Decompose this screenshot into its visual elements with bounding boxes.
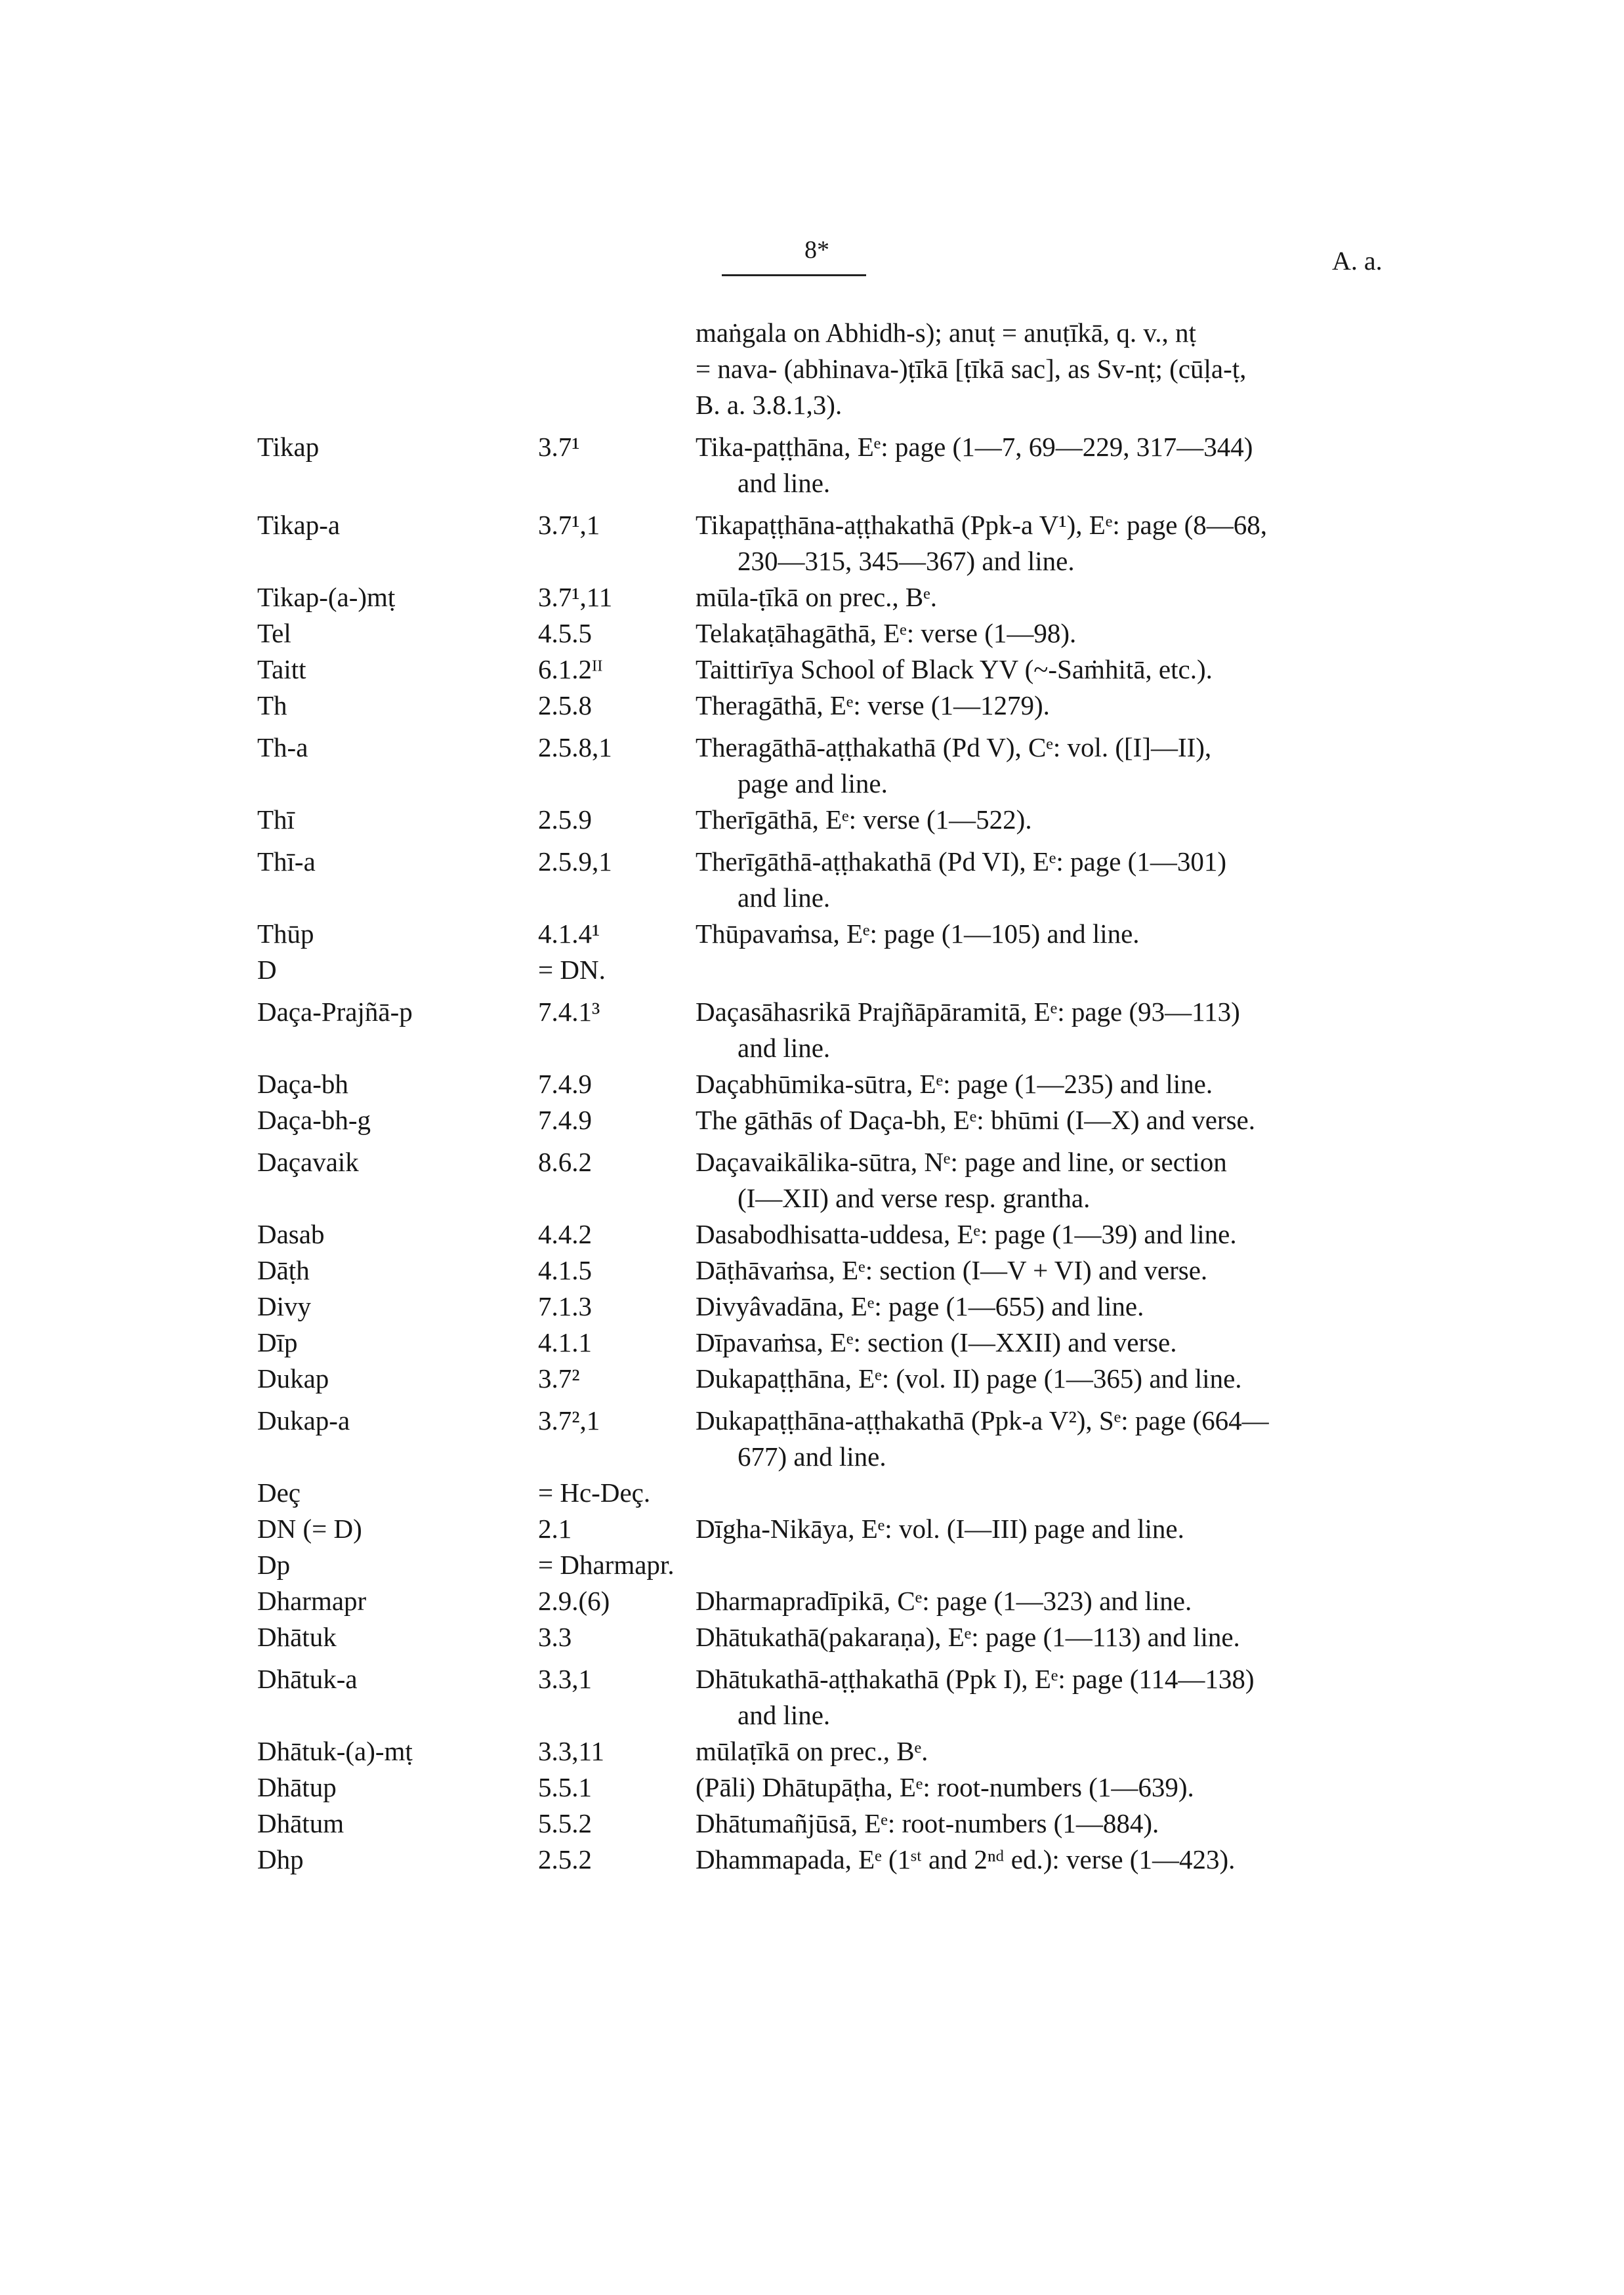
entry-description [696, 1216, 1412, 1252]
entry-number: 3.7²,1 [538, 1405, 600, 1436]
entry-abbreviation: Dhp [257, 1844, 304, 1874]
entry-number: 2.5.8 [538, 690, 592, 720]
entry-row [257, 952, 1412, 988]
entry-description-line: Dharmapradīpikā, Cᵉ: page (1—323) and line. [696, 1586, 1192, 1616]
entry-description-line: and line. [738, 882, 831, 913]
entry-number: 4.1.4¹ [538, 919, 600, 949]
entry-row [257, 507, 1412, 579]
entry-number: 2.5.9,1 [538, 846, 612, 877]
entry-number: 2.1 [538, 1514, 572, 1544]
entry-abbreviation: Taitt [257, 654, 306, 684]
entry-description [696, 844, 1412, 916]
entry-number: 3.7¹,11 [538, 582, 613, 612]
entry-description [696, 1252, 1412, 1289]
entry-abbreviation: Deç [257, 1478, 301, 1508]
abbreviation-list [257, 315, 1412, 1878]
entry-abbreviation: Dhātup [257, 1772, 337, 1802]
entry-abbreviation: Tikap-a [257, 510, 341, 540]
entry-description [696, 579, 1412, 615]
entry-description-line: Thūpavaṁsa, Eᵉ: page (1—105) and line. [696, 919, 1140, 949]
entry-description [696, 1289, 1412, 1325]
entry-row [257, 1733, 1412, 1769]
entry-abbreviation: Divy [257, 1291, 311, 1321]
entry-description-line: Dīpavaṁsa, Eᵉ: section (I—XXII) and verse. [696, 1327, 1177, 1357]
entry-abbreviation: Dāṭh [257, 1255, 310, 1285]
entry-description [696, 1733, 1412, 1769]
entry-description-line: Dasabodhisatta-uddesa, Eᵉ: page (1—39) and line. [696, 1219, 1237, 1249]
entry-number: 4.1.5 [538, 1255, 592, 1285]
entry-description-line: mūlaṭīkā on prec., Bᵉ. [696, 1736, 928, 1766]
entry-number: = DN. [538, 955, 606, 985]
entry-description [696, 1361, 1412, 1397]
entry-number: 3.3,1 [538, 1664, 592, 1694]
entry-description [696, 994, 1412, 1066]
entry-description-line: Dhātukathā-aṭṭhakathā (Ppk I), Eᵉ: page (114—138) [696, 1664, 1255, 1694]
entry-description-line: (Pāli) Dhātupāṭha, Eᵉ: root-numbers (1—639). [696, 1772, 1194, 1802]
entry-description-line: Dāṭhāvaṁsa, Eᵉ: section (I—V + VI) and verse. [696, 1255, 1208, 1285]
entry-abbreviation: D [257, 955, 277, 985]
entry-abbreviation: Th-a [257, 732, 308, 762]
entry-row [257, 730, 1412, 802]
entry-number: 2.5.9 [538, 804, 592, 835]
entry-row [257, 1102, 1412, 1138]
entry-row [257, 651, 1412, 688]
entry-description-line: Dukapaṭṭhāna-aṭṭhakathā (Ppk-a V²), Sᵉ: page (664— [696, 1405, 1269, 1436]
section-label: A. a. [1332, 246, 1383, 276]
entry-description [696, 730, 1412, 802]
entry-row [257, 1252, 1412, 1289]
entry-row [257, 1661, 1412, 1733]
entry-description [696, 1325, 1412, 1361]
entry-number: 6.1.2ᴵᴵ [538, 654, 603, 684]
entry-abbreviation: Dhātuk-(a)-mṭ [257, 1736, 413, 1766]
entry-description [696, 615, 1412, 651]
entry-description-line: Divyâvadāna, Eᵉ: page (1—655) and line. [696, 1291, 1144, 1321]
entry-abbreviation: Dhātuk-a [257, 1664, 358, 1694]
entry-abbreviation: Daça-bh [257, 1069, 348, 1099]
continuation-line: B. a. 3.8.1,3). [696, 390, 843, 420]
entry-number: 7.4.9 [538, 1069, 592, 1099]
entry-description-line: Tikapaṭṭhāna-aṭṭhakathā (Ppk-a V¹), Eᵉ: page (8—68, [696, 510, 1268, 540]
entry-row [257, 1403, 1412, 1475]
entry-abbreviation: Daçavaik [257, 1147, 359, 1177]
entry-abbreviation: DN (= D) [257, 1514, 362, 1544]
entry-row [257, 1289, 1412, 1325]
entry-abbreviation: Dukap-a [257, 1405, 350, 1436]
entry-description-line: and line. [738, 1700, 831, 1730]
entry-number: 3.7¹,1 [538, 510, 600, 540]
entry-description-line: (I—XII) and verse resp. grantha. [738, 1183, 1091, 1213]
entry-description-line: Dhātumañjūsā, Eᵉ: root-numbers (1—884). [696, 1808, 1159, 1838]
entry-description-line: page and line. [738, 768, 888, 798]
continuation-line: maṅgala on Abhidh-s); anuṭ = anuṭīkā, q. v., nṭ [696, 318, 1196, 348]
entry-description [696, 1619, 1412, 1655]
entry-abbreviation: Dukap [257, 1363, 329, 1394]
entry-description-line: Theragāthā, Eᵉ: verse (1—1279). [696, 690, 1050, 720]
entry-description-line: Theragāthā-aṭṭhakathā (Pd V), Cᵉ: vol. ([I]—II), [696, 732, 1212, 762]
entry-row [257, 1842, 1412, 1878]
entry-row [257, 1361, 1412, 1397]
entry-description-line: Dukapaṭṭhāna, Eᵉ: (vol. II) page (1—365) and line. [696, 1363, 1242, 1394]
page-number: 8* [804, 236, 829, 264]
entry-row [257, 802, 1412, 838]
entry-abbreviation: Dp [257, 1550, 291, 1580]
entry-description [696, 651, 1412, 688]
entry-description-line: Tika-paṭṭhāna, Eᵉ: page (1—7, 69—229, 317—344) [696, 432, 1253, 462]
entry-description-line: Therīgāthā-aṭṭhakathā (Pd VI), Eᵉ: page (1—301) [696, 846, 1226, 877]
entry-row [257, 615, 1412, 651]
entry-description [696, 1144, 1412, 1216]
entry-description [696, 1403, 1412, 1475]
entry-number: 7.4.9 [538, 1105, 592, 1135]
entry-abbreviation: Thī [257, 804, 295, 835]
entry-description-line: Taittirīya School of Black YV (~-Saṁhitā, etc.). [696, 654, 1213, 684]
entry-abbreviation: Tel [257, 618, 291, 648]
entry-description-line: Therīgāthā, Eᵉ: verse (1—522). [696, 804, 1032, 835]
entry-description [696, 1769, 1412, 1806]
entry-description [696, 802, 1412, 838]
entry-abbreviation: Daça-Prajñā-p [257, 997, 413, 1027]
entry-description-line: and line. [738, 1033, 831, 1063]
entry-row [257, 916, 1412, 952]
entry-row [257, 1066, 1412, 1102]
entry-number: 3.3,11 [538, 1736, 604, 1766]
entry-row [257, 429, 1412, 501]
entry-description [696, 429, 1412, 501]
entry-number: 2.9.(6) [538, 1586, 610, 1616]
entry-row [257, 1216, 1412, 1252]
entry-number: 4.4.2 [538, 1219, 592, 1249]
entry-number: 2.5.2 [538, 1844, 592, 1874]
continuation-text [696, 315, 1412, 423]
entry-number: 2.5.8,1 [538, 732, 612, 762]
entry-row [257, 1583, 1412, 1619]
entry-description-line: Daçavaikālika-sūtra, Nᵉ: page and line, or section [696, 1147, 1227, 1177]
entry-description-line: Dhātukathā(pakaraṇa), Eᵉ: page (1—113) and line. [696, 1622, 1240, 1652]
entry-number: 3.7¹ [538, 432, 580, 462]
entry-description-line: Daçabhūmika-sūtra, Eᵉ: page (1—235) and line. [696, 1069, 1213, 1099]
entry-row [257, 1325, 1412, 1361]
entry-abbreviation: Dhātuk [257, 1622, 337, 1652]
entry-row [257, 1511, 1412, 1547]
entry-abbreviation: Th [257, 690, 287, 720]
entry-description [696, 1066, 1412, 1102]
entry-description [696, 1661, 1412, 1733]
entry-number: 7.1.3 [538, 1291, 592, 1321]
entry-row [257, 1475, 1412, 1511]
entry-abbreviation: Thūp [257, 919, 314, 949]
entry-description [696, 507, 1412, 579]
entry-abbreviation: Dharmapr [257, 1586, 367, 1616]
entry-row [257, 1144, 1412, 1216]
entry-description [696, 1511, 1412, 1547]
entry-description-line: mūla-ṭīkā on prec., Bᵉ. [696, 582, 938, 612]
entry-description [696, 1583, 1412, 1619]
entry-description-line: Dhammapada, Eᵉ (1ˢᵗ and 2ⁿᵈ ed.): verse (1—423). [696, 1844, 1236, 1874]
entry-number: 8.6.2 [538, 1147, 592, 1177]
entry-abbreviation: Thī-a [257, 846, 316, 877]
header-rule [722, 274, 866, 276]
entry-abbreviation: Dhātum [257, 1808, 344, 1838]
entry-abbreviation: Dīp [257, 1327, 298, 1357]
entry-description-line: 677) and line. [738, 1441, 886, 1472]
entry-number: 7.4.1³ [538, 997, 600, 1027]
entry-number: 4.1.1 [538, 1327, 592, 1357]
entry-description-line: Telakaṭāhagāthā, Eᵉ: verse (1—98). [696, 618, 1077, 648]
entry-number: 3.3 [538, 1622, 572, 1652]
entry-number: 4.5.5 [538, 618, 592, 648]
entry-description [696, 1842, 1412, 1878]
entry-description-line: The gāthās of Daça-bh, Eᵉ: bhūmi (I—X) and verse. [696, 1105, 1255, 1135]
continuation-line: = nava- (abhinava-)ṭīkā [ṭīkā sac], as Sv-nṭ; (cūḷa-ṭ, [696, 354, 1247, 384]
entry-description [696, 1806, 1412, 1842]
entry-description [696, 1102, 1412, 1138]
entry-row [257, 844, 1412, 916]
entry-number: 5.5.2 [538, 1808, 592, 1838]
entry-description-line: 230—315, 345—367) and line. [738, 546, 1075, 576]
entry-abbreviation: Daça-bh-g [257, 1105, 371, 1135]
entry-abbreviation: Tikap-(a-)mṭ [257, 582, 396, 612]
entry-description [696, 688, 1412, 724]
entry-abbreviation: Dasab [257, 1219, 325, 1249]
entry-description-line: and line. [738, 468, 831, 498]
continuation-block [257, 315, 1412, 423]
entry-row [257, 579, 1412, 615]
entry-number: 3.7² [538, 1363, 580, 1394]
entry-row [257, 1806, 1412, 1842]
entry-description-line: Daçasāhasrikā Prajñāpāramitā, Eᵉ: page (93—113) [696, 997, 1240, 1027]
entry-row [257, 688, 1412, 724]
entry-description-line: Dīgha-Nikāya, Eᵉ: vol. (I—III) page and line. [696, 1514, 1184, 1544]
entry-description [696, 916, 1412, 952]
entry-number: = Hc-Deç. [538, 1478, 651, 1508]
entry-row [257, 1619, 1412, 1655]
entry-row [257, 1547, 1412, 1583]
entry-abbreviation: Tikap [257, 432, 320, 462]
entry-row [257, 994, 1412, 1066]
entry-number: = Dharmapr. [538, 1550, 675, 1580]
entry-row [257, 1769, 1412, 1806]
entry-number: 5.5.1 [538, 1772, 592, 1802]
